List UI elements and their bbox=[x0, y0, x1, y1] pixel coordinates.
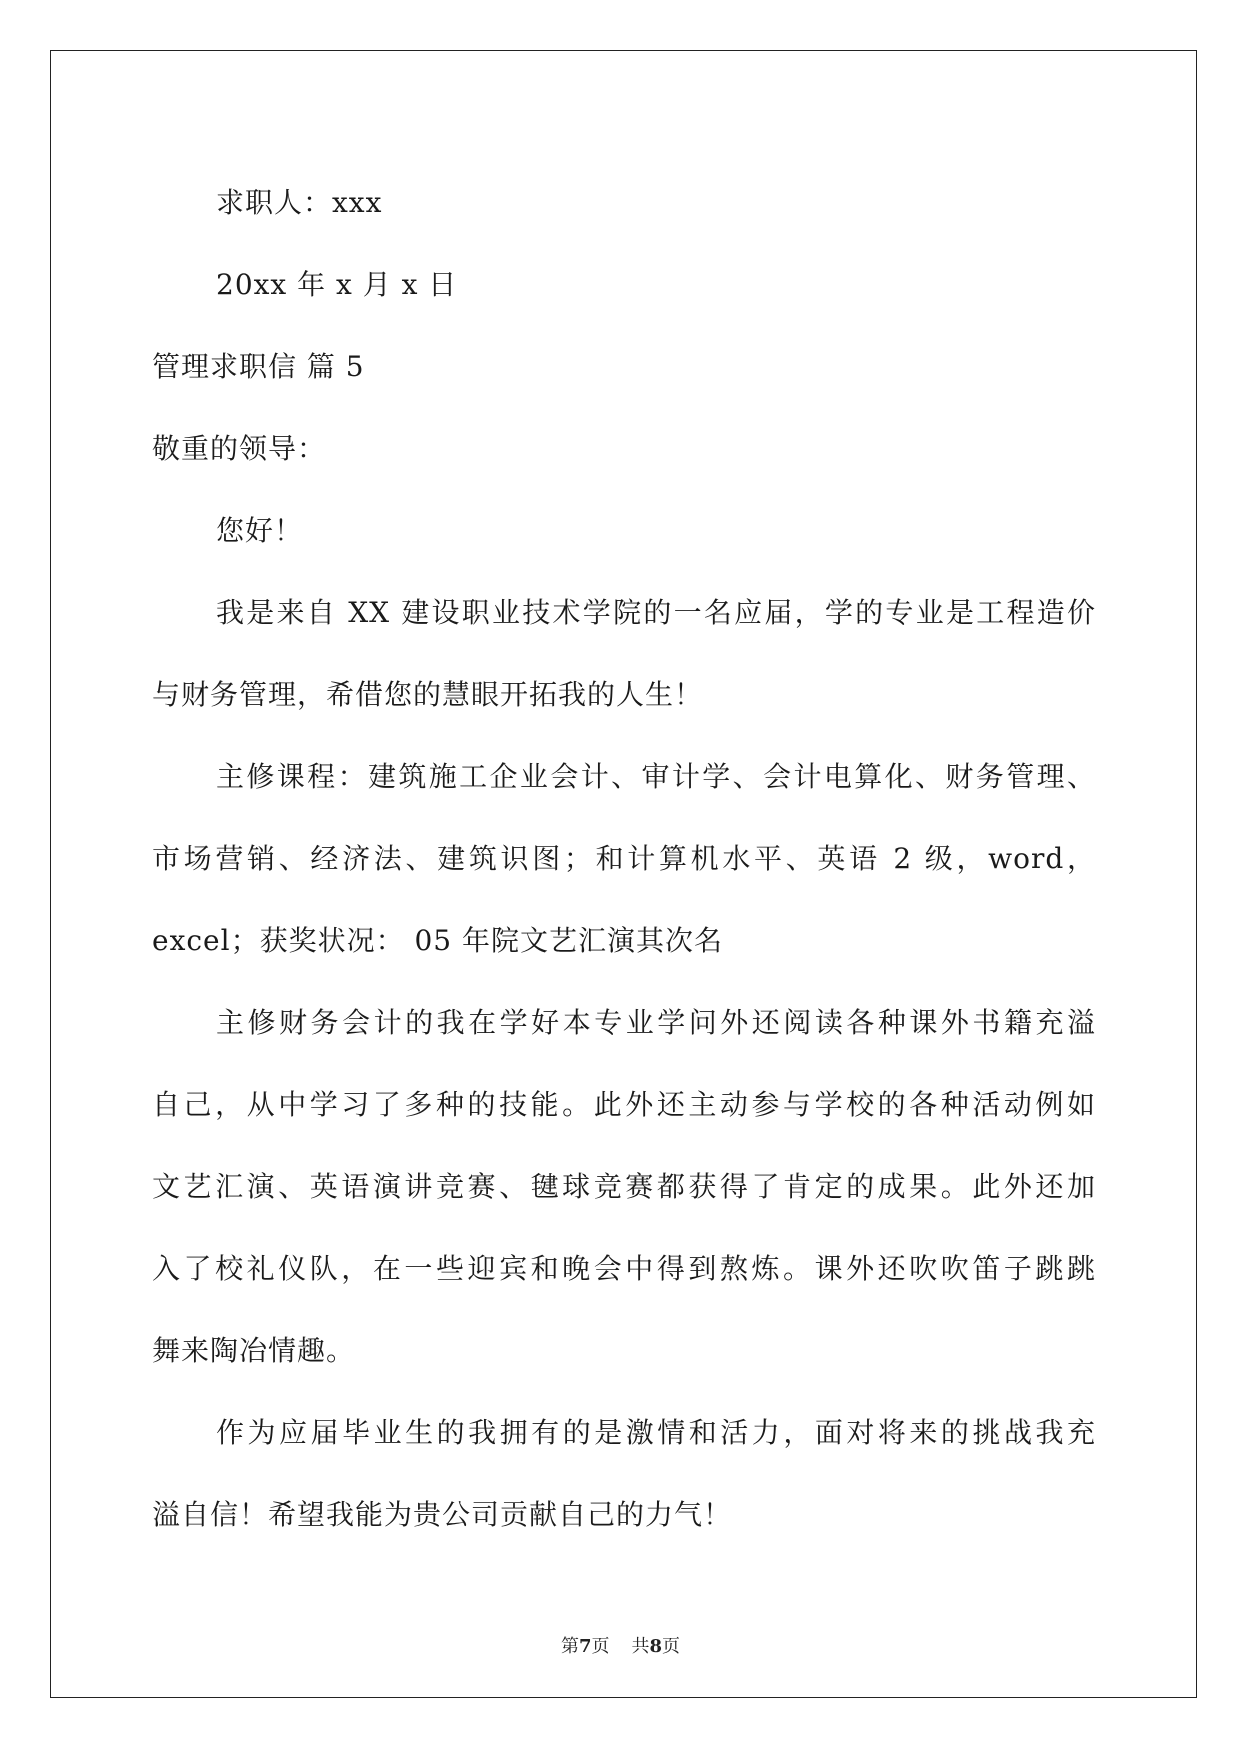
total-prefix: 共 bbox=[631, 1636, 650, 1657]
salutation: 敬重的领导： bbox=[152, 432, 327, 465]
paragraph-intro-line-1: 我是来自 XX 建设职业技术学院的一名应届，学的专业是工程造价 bbox=[216, 596, 1096, 629]
paragraph-courses-line-1: 主修课程：建筑施工企业会计、审计学、会计电算化、财务管理、 bbox=[216, 760, 1096, 793]
paragraph-closing-line-1: 作为应届毕业生的我拥有的是激情和活力，面对将来的挑战我充 bbox=[216, 1416, 1096, 1449]
page-footer bbox=[0, 1632, 1241, 1658]
paragraph-courses-line-3: excel；获奖状况： 05 年院文艺汇演其次名 bbox=[152, 924, 723, 957]
paragraph-activities-line-5: 舞来陶冶情趣。 bbox=[152, 1334, 356, 1367]
paragraph-activities-line-3: 文艺汇演、英语演讲竞赛、毽球竞赛都获得了肯定的成果。此外还加 bbox=[152, 1170, 1096, 1203]
date-line: 20xx 年 x 月 x 日 bbox=[216, 268, 458, 301]
paragraph-activities-line-2: 自己，从中学习了多种的技能。此外还主动参与学校的各种活动例如 bbox=[152, 1088, 1096, 1121]
section-title: 管理求职信 篇 5 bbox=[152, 350, 365, 383]
total-suffix: 页 bbox=[662, 1636, 681, 1657]
page-total: 8 bbox=[649, 1636, 663, 1657]
paragraph-closing-line-2: 溢自信！希望我能为贵公司贡献自己的力气！ bbox=[152, 1498, 733, 1531]
greeting: 您好！ bbox=[216, 514, 304, 547]
page-prefix: 第 bbox=[560, 1636, 579, 1657]
letter-body bbox=[152, 162, 1096, 1556]
paragraph-activities-line-4: 入了校礼仪队，在一些迎宾和晚会中得到熬炼。课外还吹吹笛子跳跳 bbox=[152, 1252, 1096, 1285]
signature-line: 求职人：xxx bbox=[216, 186, 383, 219]
paragraph-intro-line-2: 与财务管理，希借您的慧眼开拓我的人生！ bbox=[152, 678, 704, 711]
page-current: 7 bbox=[578, 1636, 592, 1657]
paragraph-activities-line-1: 主修财务会计的我在学好本专业学问外还阅读各种课外书籍充溢 bbox=[216, 1006, 1096, 1039]
paragraph-courses-line-2: 市场营销、经济法、建筑识图；和计算机水平、英语 2 级，word， bbox=[152, 842, 1096, 875]
page-suffix: 页 bbox=[591, 1636, 610, 1657]
